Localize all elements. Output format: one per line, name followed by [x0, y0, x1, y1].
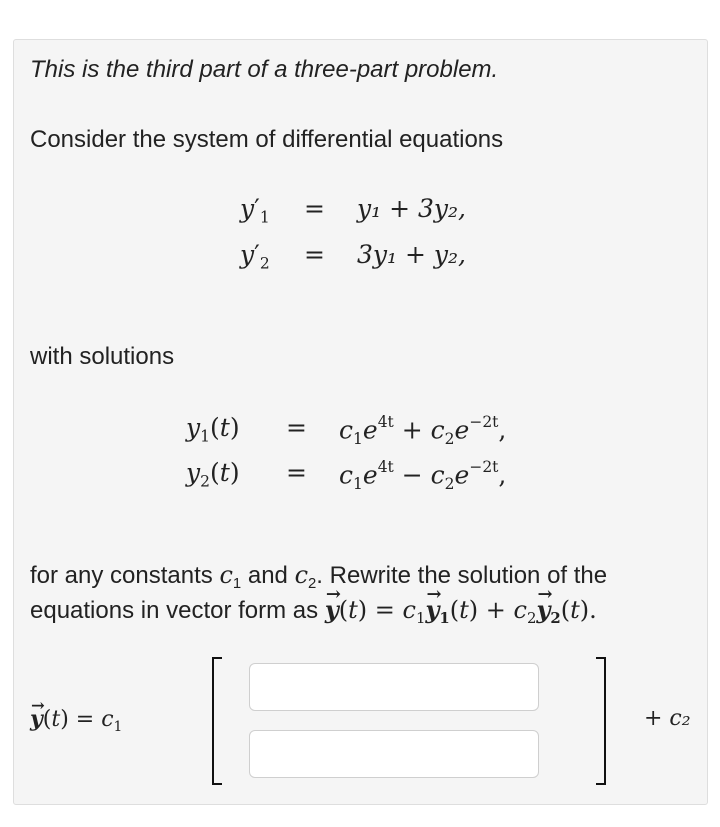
constants-line: for any constants $c_1$ and $c_2$. Rewrite the solution of the: [30, 561, 608, 593]
system-eq1-equals: =: [304, 194, 325, 223]
solution-eq1-rhs: $c_1e^{4t} + c_2e^{-2t}$,: [339, 413, 507, 449]
system-eq1-rhs: y₁ + 3y₂,: [357, 194, 466, 223]
system-eq2-equals: =: [304, 240, 325, 269]
right-bracket: [596, 657, 606, 785]
system-eq1-lhs: $y'_1$: [240, 194, 270, 227]
solution-eq1-lhs: $y_1(t)$: [186, 413, 240, 446]
intro-text: This is the third part of a three-part problem.: [30, 56, 499, 83]
vector-entry-top[interactable]: [249, 663, 539, 711]
solution-eq2-equals: =: [286, 458, 307, 487]
system-eq2-lhs: $y'_2$: [240, 240, 270, 273]
answer-trailing: + c₂: [644, 706, 691, 731]
vector-entry-bottom[interactable]: [249, 730, 539, 778]
left-bracket: [212, 657, 222, 785]
vector-form-line: equations in vector form as → $y(t) = c_1\to y_1(t) + c_2\to y_2(t)$.: [30, 595, 597, 627]
solution-eq2-lhs: $y_2(t)$: [186, 458, 240, 491]
answer-lhs: → $y(t) = c_1$: [30, 706, 122, 735]
solution-eq2-rhs: $c_1e^{4t} - c_2e^{-2t}$,: [339, 458, 507, 494]
solution-eq1-equals: =: [286, 413, 307, 442]
system-eq2-rhs: 3y₁ + y₂,: [357, 240, 466, 269]
consider-text: Consider the system of differential equations: [30, 126, 504, 153]
with-solutions-text: with solutions: [30, 343, 175, 370]
